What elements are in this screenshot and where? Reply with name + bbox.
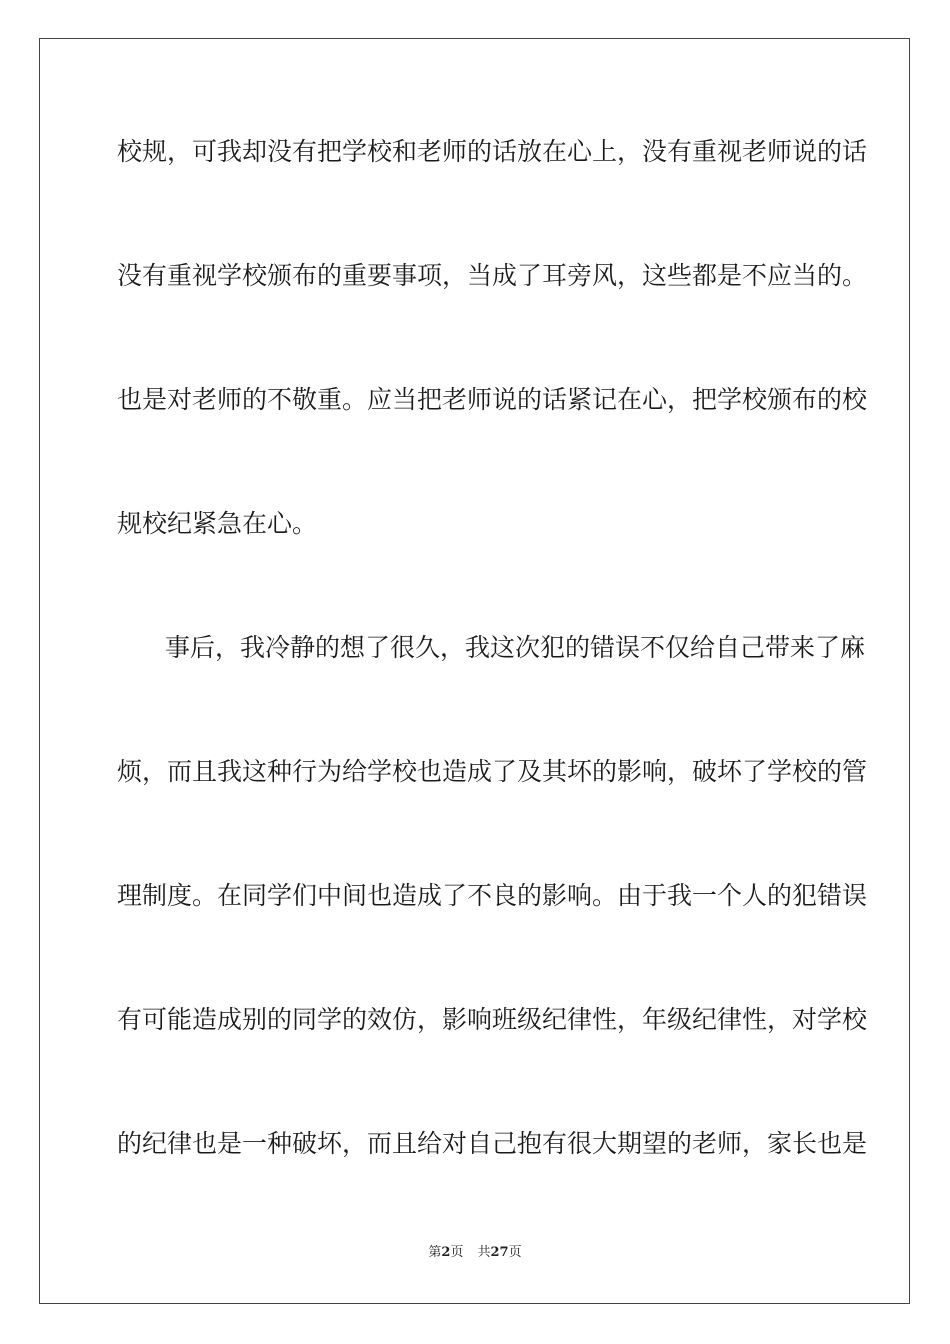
paragraph-start-line: 事后，我冷静的想了很久，我这次犯的错误不仅给自己带来了麻 [165, 633, 866, 662]
page-suffix: 页 [450, 1245, 464, 1260]
total-prefix: 共 [477, 1245, 491, 1260]
total-pages: 27 [490, 1245, 509, 1260]
body-line-8: 有可能造成别的同学的效仿，影响班级纪律性，年级纪律性，对学校 [117, 1005, 868, 1034]
page-number: 2 [441, 1245, 451, 1260]
body-line-6: 烦，而且我这种行为给学校也造成了及其坏的影响，破坏了学校的管 [117, 757, 868, 786]
body-line-3: 也是对老师的不敬重。应当把老师说的话紧记在心，把学校颁布的校 [117, 385, 868, 414]
page-prefix: 第 [428, 1245, 442, 1260]
body-line-4: 规校纪紧急在心。 [117, 509, 318, 538]
body-line-7: 理制度。在同学们中间也造成了不良的影响。由于我一个人的犯错误 [117, 881, 868, 910]
body-line-2: 没有重视学校颁布的重要事项，当成了耳旁风，这些都是不应当的。 [117, 261, 868, 290]
page-border [39, 38, 910, 1304]
page-footer [0, 1245, 950, 1261]
total-suffix: 页 [508, 1245, 522, 1260]
body-line-1: 校规，可我却没有把学校和老师的话放在心上，没有重视老师说的话 [117, 137, 868, 166]
body-line-9: 的纪律也是一种破坏，而且给对自己抱有很大期望的老师，家长也是 [117, 1129, 868, 1158]
